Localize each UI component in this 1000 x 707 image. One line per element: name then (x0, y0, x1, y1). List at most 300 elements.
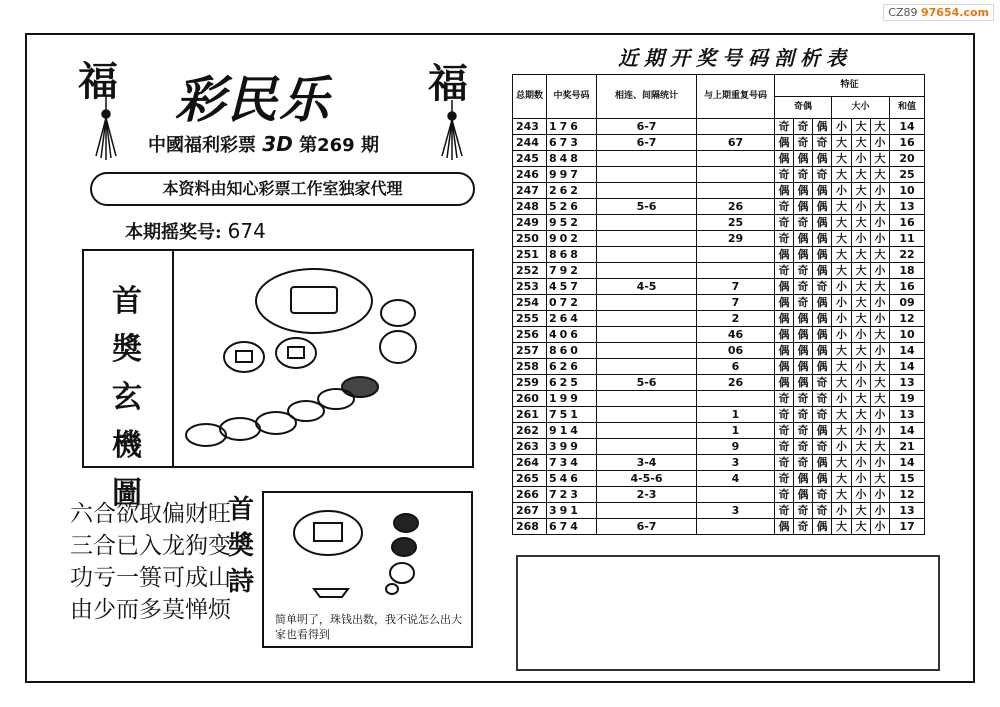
winning-number-cell: 625 (547, 375, 597, 391)
issue-cell: 262 (513, 423, 547, 439)
issue-cell: 247 (513, 183, 547, 199)
odd-even-cell: 奇 (775, 423, 794, 439)
bead-shape (256, 412, 296, 434)
big-small-cell: 小 (832, 183, 852, 199)
odd-even-cell: 奇 (775, 231, 794, 247)
odd-even-cell: 奇 (775, 455, 794, 471)
issue-cell: 268 (513, 519, 547, 535)
odd-even-cell: 奇 (794, 263, 813, 279)
odd-even-cell: 偶 (813, 247, 832, 263)
big-small-cell: 大 (852, 263, 871, 279)
gap-cell (597, 247, 697, 263)
odd-even-cell: 奇 (775, 487, 794, 503)
issue-cell: 267 (513, 503, 547, 519)
table-row (513, 439, 925, 455)
table-row (513, 519, 925, 535)
big-small-cell: 小 (852, 359, 871, 375)
big-small-cell: 大 (871, 119, 890, 135)
odd-even-cell: 奇 (813, 439, 832, 455)
odd-even-cell: 奇 (794, 119, 813, 135)
winning-number-cell: 072 (547, 295, 597, 311)
sum-cell: 13 (890, 503, 925, 519)
puzzle-divider (172, 249, 174, 468)
gap-cell (597, 151, 697, 167)
odd-even-cell: 偶 (813, 119, 832, 135)
big-small-cell: 小 (871, 231, 890, 247)
big-small-cell: 小 (852, 487, 871, 503)
odd-even-cell: 偶 (794, 151, 813, 167)
odd-even-cell: 偶 (813, 183, 832, 199)
big-small-cell: 大 (852, 215, 871, 231)
odd-even-cell: 偶 (813, 471, 832, 487)
repeat-cell: 4 (697, 471, 775, 487)
issue-line (148, 131, 379, 157)
bead-shape (390, 563, 414, 583)
big-small-cell: 大 (871, 439, 890, 455)
blank-box (516, 555, 940, 671)
odd-even-cell: 偶 (813, 359, 832, 375)
header-gap-stats: 相连、间隔统计 (597, 75, 697, 119)
right-tassel-ornament (432, 100, 472, 164)
big-small-cell: 大 (832, 151, 852, 167)
odd-even-cell: 奇 (775, 407, 794, 423)
sum-cell: 14 (890, 359, 925, 375)
repeat-cell: 67 (697, 135, 775, 151)
big-small-cell: 大 (852, 503, 871, 519)
big-small-cell: 小 (852, 151, 871, 167)
draw-number: 674 (227, 219, 266, 243)
coin-square-hole (314, 523, 342, 541)
sum-cell: 12 (890, 311, 925, 327)
poem-line: 功亏一篑可成山 (70, 565, 231, 591)
issue-cell: 263 (513, 439, 547, 455)
odd-even-cell: 偶 (794, 183, 813, 199)
big-small-cell: 大 (852, 247, 871, 263)
big-small-cell: 大 (852, 407, 871, 423)
winning-number-cell: 399 (547, 439, 597, 455)
odd-even-cell: 奇 (813, 167, 832, 183)
sum-cell: 19 (890, 391, 925, 407)
gap-cell (597, 263, 697, 279)
winning-number-cell: 391 (547, 503, 597, 519)
odd-even-cell: 偶 (813, 199, 832, 215)
big-small-cell: 小 (832, 503, 852, 519)
odd-even-cell: 奇 (794, 455, 813, 471)
big-small-cell: 小 (852, 199, 871, 215)
odd-even-cell: 偶 (775, 279, 794, 295)
bead-shape (380, 331, 416, 363)
big-small-cell: 小 (832, 439, 852, 455)
gap-cell (597, 311, 697, 327)
repeat-cell: 29 (697, 231, 775, 247)
puzzle-label-char: 首 (112, 284, 142, 319)
odd-even-cell: 奇 (813, 375, 832, 391)
coin-shape (294, 511, 362, 555)
big-small-cell: 大 (852, 183, 871, 199)
odd-even-cell: 偶 (813, 327, 832, 343)
big-small-cell: 小 (871, 519, 890, 535)
table-row (513, 231, 925, 247)
big-small-cell: 小 (871, 487, 890, 503)
winning-number-cell: 868 (547, 247, 597, 263)
watermark-domain: 97654.com (921, 6, 989, 19)
big-small-cell: 小 (832, 327, 852, 343)
odd-even-cell: 偶 (775, 519, 794, 535)
big-small-cell: 大 (871, 151, 890, 167)
odd-even-cell: 偶 (775, 343, 794, 359)
table-row (513, 327, 925, 343)
issue-cell: 254 (513, 295, 547, 311)
odd-even-cell: 奇 (775, 167, 794, 183)
draw-label: 本期摇奖号: (125, 222, 222, 243)
big-small-cell: 小 (832, 279, 852, 295)
issue-cell: 261 (513, 407, 547, 423)
odd-even-cell: 奇 (813, 135, 832, 151)
odd-even-cell: 偶 (775, 295, 794, 311)
odd-even-cell: 奇 (794, 391, 813, 407)
odd-even-cell: 偶 (813, 151, 832, 167)
big-small-cell: 大 (871, 199, 890, 215)
repeat-cell (697, 247, 775, 263)
sum-cell: 14 (890, 455, 925, 471)
gap-cell: 4-5-6 (597, 471, 697, 487)
odd-even-cell: 奇 (794, 295, 813, 311)
repeat-cell (697, 487, 775, 503)
repeat-cell: 25 (697, 215, 775, 231)
issue-cell: 244 (513, 135, 547, 151)
winning-number-cell: 526 (547, 199, 597, 215)
odd-even-cell: 偶 (813, 231, 832, 247)
odd-even-cell: 偶 (794, 231, 813, 247)
winning-number-cell: 674 (547, 519, 597, 535)
odd-even-cell: 偶 (813, 519, 832, 535)
winning-number-cell: 902 (547, 231, 597, 247)
table-row (513, 215, 925, 231)
big-small-cell: 小 (852, 471, 871, 487)
poem-note: 简单明了，珠钱出数，我不说怎么出大家也看得到 (275, 613, 462, 640)
gap-cell (597, 183, 697, 199)
odd-even-cell: 奇 (775, 471, 794, 487)
odd-even-cell: 奇 (775, 199, 794, 215)
lottery-name: 中國福利彩票 (148, 135, 256, 156)
repeat-cell: 26 (697, 375, 775, 391)
ingot-shape (314, 589, 348, 597)
repeat-cell (697, 167, 775, 183)
table-row (513, 423, 925, 439)
big-small-cell: 大 (852, 279, 871, 295)
sum-cell: 14 (890, 119, 925, 135)
sum-cell: 10 (890, 327, 925, 343)
big-small-cell: 小 (832, 391, 852, 407)
sum-cell: 16 (890, 135, 925, 151)
puzzle-label-char: 奬 (112, 332, 142, 367)
odd-even-cell: 偶 (794, 359, 813, 375)
small-bead-shape (386, 584, 398, 594)
repeat-cell (697, 391, 775, 407)
table-row (513, 167, 925, 183)
table-row (513, 199, 925, 215)
table-row (513, 183, 925, 199)
big-small-cell: 小 (871, 343, 890, 359)
table-row (513, 503, 925, 519)
odd-even-cell: 奇 (794, 279, 813, 295)
odd-even-cell: 奇 (775, 439, 794, 455)
issue-cell: 256 (513, 327, 547, 343)
sum-cell: 14 (890, 343, 925, 359)
odd-even-cell: 偶 (794, 343, 813, 359)
sum-cell: 11 (890, 231, 925, 247)
header-big-small: 大小 (832, 97, 890, 119)
winning-number-cell: 546 (547, 471, 597, 487)
poem-label-char: 詩 (227, 567, 254, 597)
odd-even-cell: 奇 (813, 503, 832, 519)
repeat-cell: 1 (697, 407, 775, 423)
winning-number-cell: 751 (547, 407, 597, 423)
big-small-cell: 小 (871, 423, 890, 439)
big-small-cell: 大 (871, 359, 890, 375)
poem-line: 三合已入龙狗变 (70, 533, 231, 559)
winning-number-cell: 262 (547, 183, 597, 199)
sum-cell: 22 (890, 247, 925, 263)
issue-cell: 243 (513, 119, 547, 135)
sum-cell: 18 (890, 263, 925, 279)
gap-cell: 2-3 (597, 487, 697, 503)
big-small-cell: 大 (852, 519, 871, 535)
table-row (513, 487, 925, 503)
big-small-cell: 小 (871, 311, 890, 327)
gap-cell (597, 327, 697, 343)
issue-cell: 246 (513, 167, 547, 183)
big-small-cell: 大 (832, 231, 852, 247)
odd-even-cell: 偶 (813, 263, 832, 279)
big-small-cell: 小 (871, 215, 890, 231)
table-row (513, 311, 925, 327)
sum-cell: 13 (890, 407, 925, 423)
repeat-cell: 26 (697, 199, 775, 215)
poem-drawing (264, 493, 471, 611)
winning-number-cell: 723 (547, 487, 597, 503)
winning-number-cell: 457 (547, 279, 597, 295)
big-small-cell: 大 (852, 119, 871, 135)
winning-number-cell: 673 (547, 135, 597, 151)
puzzle-label-char: 玄 (112, 380, 142, 415)
gap-cell: 6-7 (597, 135, 697, 151)
odd-even-cell: 奇 (775, 503, 794, 519)
big-small-cell: 大 (832, 343, 852, 359)
fu-right-character: 福 (428, 60, 468, 107)
odd-even-cell: 偶 (813, 215, 832, 231)
odd-even-cell: 偶 (775, 311, 794, 327)
big-small-cell: 大 (832, 375, 852, 391)
repeat-cell (697, 119, 775, 135)
big-small-cell: 大 (871, 167, 890, 183)
odd-even-cell: 奇 (775, 119, 794, 135)
table-row (513, 391, 925, 407)
repeat-cell: 46 (697, 327, 775, 343)
issue-cell: 259 (513, 375, 547, 391)
winning-number-cell: 264 (547, 311, 597, 327)
big-small-cell: 大 (852, 295, 871, 311)
bead-shape (186, 424, 226, 446)
sum-cell: 14 (890, 423, 925, 439)
issue-number: 269 (317, 135, 355, 156)
dark-bead-shape (392, 538, 416, 556)
gap-cell (597, 423, 697, 439)
table-row (513, 295, 925, 311)
table-row (513, 407, 925, 423)
odd-even-cell: 奇 (794, 167, 813, 183)
sum-cell: 17 (890, 519, 925, 535)
big-small-cell: 大 (832, 263, 852, 279)
odd-even-cell: 奇 (794, 423, 813, 439)
gap-cell (597, 391, 697, 407)
repeat-cell: 9 (697, 439, 775, 455)
left-tassel-ornament (86, 96, 126, 166)
issue-cell: 253 (513, 279, 547, 295)
odd-even-cell: 奇 (794, 439, 813, 455)
issue-cell: 248 (513, 199, 547, 215)
issue-cell: 245 (513, 151, 547, 167)
odd-even-cell: 奇 (794, 519, 813, 535)
poem-label (224, 492, 258, 600)
odd-even-cell: 奇 (813, 407, 832, 423)
small-coin-hole (236, 351, 252, 362)
gap-cell: 6-7 (597, 519, 697, 535)
big-small-cell: 大 (852, 343, 871, 359)
repeat-cell (697, 263, 775, 279)
big-small-cell: 大 (871, 279, 890, 295)
big-small-cell: 小 (832, 119, 852, 135)
gap-cell (597, 503, 697, 519)
odd-even-cell: 偶 (794, 311, 813, 327)
big-small-cell: 小 (852, 423, 871, 439)
header-odd-even: 奇偶 (775, 97, 832, 119)
table-body (513, 119, 925, 535)
small-coin-hole (288, 347, 304, 358)
big-small-cell: 大 (832, 471, 852, 487)
issue-cell: 264 (513, 455, 547, 471)
sum-cell: 09 (890, 295, 925, 311)
watermark (883, 4, 994, 21)
big-small-cell: 大 (852, 167, 871, 183)
gap-cell (597, 407, 697, 423)
big-small-cell: 小 (871, 263, 890, 279)
sum-cell: 20 (890, 151, 925, 167)
odd-even-cell: 偶 (775, 135, 794, 151)
big-small-cell: 小 (852, 327, 871, 343)
winning-number-cell: 626 (547, 359, 597, 375)
odd-even-cell: 偶 (775, 151, 794, 167)
issue-suffix: 期 (360, 135, 379, 156)
big-small-cell: 大 (832, 359, 852, 375)
bead-shape (318, 389, 354, 409)
gap-cell: 3-4 (597, 455, 697, 471)
odd-even-cell: 偶 (794, 375, 813, 391)
odd-even-cell: 奇 (794, 135, 813, 151)
issue-cell: 249 (513, 215, 547, 231)
big-small-cell: 大 (852, 311, 871, 327)
repeat-cell (697, 183, 775, 199)
odd-even-cell: 偶 (813, 343, 832, 359)
repeat-cell: 7 (697, 295, 775, 311)
analysis-table (512, 74, 925, 535)
big-small-cell: 小 (871, 503, 890, 519)
big-small-cell: 大 (832, 407, 852, 423)
repeat-cell (697, 519, 775, 535)
sum-cell: 13 (890, 375, 925, 391)
winning-number-cell: 914 (547, 423, 597, 439)
odd-even-cell: 偶 (775, 327, 794, 343)
winning-number-cell: 406 (547, 327, 597, 343)
table-row (513, 279, 925, 295)
odd-even-cell: 偶 (794, 199, 813, 215)
repeat-cell: 06 (697, 343, 775, 359)
odd-even-cell: 偶 (794, 327, 813, 343)
issue-cell: 255 (513, 311, 547, 327)
big-small-cell: 大 (832, 455, 852, 471)
odd-even-cell: 偶 (775, 375, 794, 391)
small-coin-shape (224, 342, 264, 372)
table-row (513, 119, 925, 135)
gap-cell (597, 215, 697, 231)
sum-cell: 16 (890, 279, 925, 295)
puzzle-label (88, 278, 166, 518)
table-row (513, 263, 925, 279)
repeat-cell (697, 151, 775, 167)
odd-even-cell: 奇 (813, 279, 832, 295)
header-winning-number: 中奖号码 (547, 75, 597, 119)
header-features: 特征 (775, 75, 925, 97)
issue-cell: 250 (513, 231, 547, 247)
odd-even-cell: 偶 (775, 183, 794, 199)
odd-even-cell: 偶 (794, 247, 813, 263)
big-small-cell: 大 (871, 375, 890, 391)
odd-even-cell: 奇 (813, 391, 832, 407)
odd-even-cell: 奇 (775, 215, 794, 231)
odd-even-cell: 偶 (813, 455, 832, 471)
odd-even-cell: 偶 (813, 295, 832, 311)
issue-cell: 260 (513, 391, 547, 407)
puzzle-label-char: 機 (112, 428, 142, 463)
big-small-cell: 大 (871, 471, 890, 487)
winning-number-cell: 848 (547, 151, 597, 167)
big-small-cell: 大 (832, 199, 852, 215)
gap-cell (597, 295, 697, 311)
odd-even-cell: 奇 (775, 263, 794, 279)
big-small-cell: 小 (871, 295, 890, 311)
table-row (513, 247, 925, 263)
big-small-cell: 小 (852, 231, 871, 247)
header-sum: 和值 (890, 97, 925, 119)
big-small-cell: 大 (832, 135, 852, 151)
winning-number-cell: 176 (547, 119, 597, 135)
gap-cell (597, 231, 697, 247)
big-small-cell: 大 (871, 391, 890, 407)
lottery-type: 3D (262, 132, 293, 156)
table-row (513, 455, 925, 471)
odd-even-cell: 奇 (794, 215, 813, 231)
big-small-cell: 小 (832, 295, 852, 311)
header-issue: 总期数 (513, 75, 547, 119)
big-small-cell: 大 (832, 519, 852, 535)
sum-cell: 12 (890, 487, 925, 503)
issue-cell: 265 (513, 471, 547, 487)
agency-banner: 本资料由知心彩票工作室独家代理 (90, 172, 475, 206)
big-small-cell: 大 (852, 135, 871, 151)
gap-cell (597, 359, 697, 375)
big-small-cell: 大 (871, 247, 890, 263)
gap-cell (597, 439, 697, 455)
